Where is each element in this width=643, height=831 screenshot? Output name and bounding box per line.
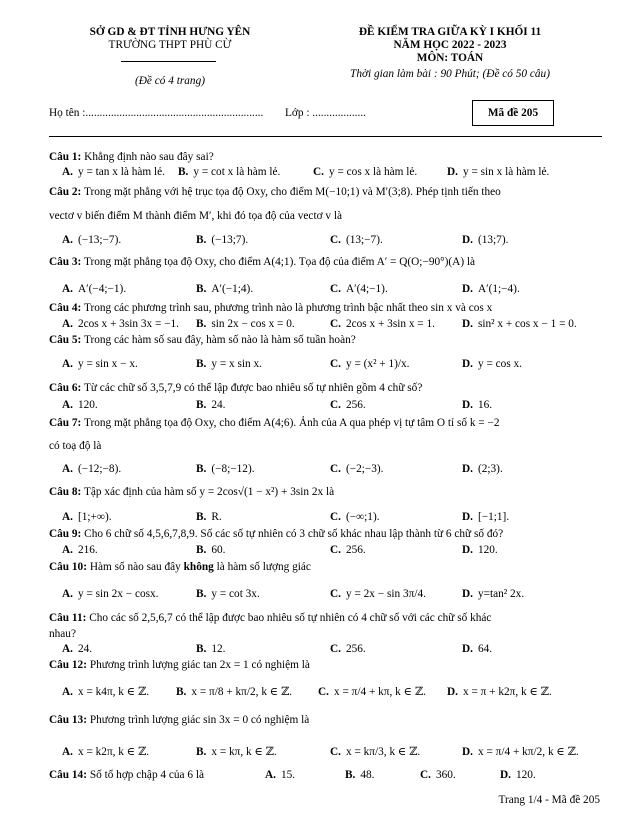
option-letter: D.	[447, 166, 458, 178]
question-label: Câu 13:	[49, 714, 87, 726]
option-letter: C.	[330, 588, 341, 600]
option-letter: B.	[196, 588, 207, 600]
class-label: Lớp : ...................	[285, 107, 366, 119]
question-7	[49, 417, 500, 429]
question-text: Hàm số nào sau đây	[89, 561, 184, 573]
option-letter: B.	[196, 358, 207, 370]
question-12	[49, 659, 310, 671]
option-letter: D.	[500, 769, 511, 781]
option-text: [−1;1].	[477, 511, 510, 523]
option-text: y = cot x là hàm lẻ.	[193, 166, 281, 178]
option-b[interactable]	[345, 769, 374, 781]
option-letter: C.	[330, 283, 341, 295]
question-label: Câu 5:	[49, 334, 82, 346]
question-label: Câu 9:	[49, 528, 82, 540]
option-text: 12.	[211, 643, 226, 655]
option-d[interactable]	[462, 588, 524, 600]
option-text: 120.	[477, 544, 498, 556]
option-c[interactable]	[330, 643, 366, 655]
question-7-line2: có toạ độ là	[49, 440, 102, 452]
option-text: (−13;−7).	[77, 234, 122, 246]
option-text: sin² x + cos x − 1 = 0.	[477, 318, 577, 330]
question-5	[49, 334, 356, 346]
option-c[interactable]	[330, 511, 380, 523]
question-text: Từ các chữ số 3,5,7,9 có thể lập được bao nhiêu số tự nhiên gồm 4 chữ số?	[83, 382, 423, 394]
option-d[interactable]	[462, 399, 492, 411]
option-c[interactable]	[330, 318, 435, 330]
option-text: A′(1;−4).	[477, 283, 520, 295]
option-letter: B.	[196, 511, 207, 523]
option-b[interactable]	[196, 511, 222, 523]
option-text: x = kπ/3, k ∈ ℤ.	[345, 746, 421, 758]
option-a[interactable]	[62, 463, 121, 475]
option-b[interactable]	[176, 685, 292, 698]
option-letter: B.	[345, 769, 356, 781]
option-letter: A.	[62, 318, 73, 330]
option-a[interactable]	[62, 318, 179, 330]
option-letter: A.	[62, 463, 73, 475]
question-text-emphasis: không	[183, 561, 214, 573]
option-a[interactable]	[62, 283, 126, 295]
option-text: [1;+∞).	[77, 511, 112, 523]
question-text: Trong các hàm số sau đây, hàm số nào là hàm số tuần hoàn?	[83, 334, 356, 346]
option-c[interactable]	[330, 399, 366, 411]
option-text: x = π/4 + kπ/2, k ∈ ℤ.	[477, 746, 579, 758]
option-text: y = 2x − sin 3π/4.	[345, 588, 426, 600]
question-4	[49, 302, 492, 314]
option-text: 2cos x + 3sin 3x = −1.	[77, 318, 179, 330]
question-text: Số tổ hợp chập 4 của 6 là	[89, 769, 205, 781]
option-a[interactable]	[62, 399, 98, 411]
question-13	[49, 714, 309, 726]
option-text: 48.	[360, 769, 375, 781]
option-text: x = k2π, k ∈ ℤ.	[77, 746, 150, 758]
question-text: Phương trình lượng giác tan 2x = 1 có nghiệm là	[89, 659, 310, 671]
option-letter: A.	[62, 358, 73, 370]
option-b[interactable]	[196, 318, 295, 330]
option-c[interactable]	[420, 769, 456, 781]
option-letter: C.	[318, 686, 329, 698]
option-text: x = kπ, k ∈ ℤ.	[211, 746, 277, 758]
option-letter: A.	[62, 166, 73, 178]
option-text: 24.	[211, 399, 226, 411]
option-text: x = π/8 + kπ/2, k ∈ ℤ.	[191, 686, 293, 698]
option-letter: A.	[62, 544, 73, 556]
option-text: 120.	[77, 399, 98, 411]
option-text: 24.	[77, 643, 93, 655]
question-label: Câu 8:	[49, 486, 82, 498]
option-letter: D.	[462, 746, 473, 758]
option-text: R.	[211, 511, 222, 523]
option-b[interactable]	[178, 166, 280, 178]
option-text: x = π/4 + kπ, k ∈ ℤ.	[333, 686, 426, 698]
option-letter: C.	[330, 318, 341, 330]
question-text: Cho 6 chữ số 4,5,6,7,8,9. Số các số tự nhiên có 3 chữ số khác nhau lập thành từ 6 chữ số đó?	[84, 528, 504, 540]
option-letter: A.	[62, 399, 73, 411]
option-letter: B.	[196, 544, 207, 556]
option-text: y = (x² + 1)/x.	[345, 358, 410, 370]
question-text: Cho các số 2,5,6,7 có thể lập được bao nhiêu số tự nhiên có 4 chữ số với các chữ số khác	[89, 612, 492, 624]
question-text: Trong mặt phẳng với hệ trục tọa độ Oxy, cho điểm M(−10;1) và M′(3;8). Phép tịnh tiến theo	[83, 186, 501, 198]
option-letter: D.	[462, 463, 473, 475]
option-text: 64.	[477, 643, 493, 655]
option-letter: D.	[462, 318, 473, 330]
question-6	[49, 382, 422, 394]
option-letter: A.	[62, 588, 73, 600]
option-letter: C.	[330, 463, 341, 475]
option-text: (−2;−3).	[345, 463, 384, 475]
page-count-note: (Đề có 4 trang)	[135, 75, 205, 87]
option-text: 15.	[280, 769, 296, 781]
option-a[interactable]	[62, 511, 112, 523]
option-text: y=tan² 2x.	[477, 588, 525, 600]
question-text: Trong các phương trình sau, phương trình nào là phương trình bậc nhất theo sin x và cos x	[83, 302, 493, 314]
subject: MÔN: TOÁN	[416, 52, 484, 64]
question-3	[49, 256, 475, 268]
school-year: NĂM HỌC 2022 - 2023	[393, 39, 507, 51]
question-9	[49, 528, 503, 540]
option-d[interactable]	[462, 234, 508, 246]
exam-title: ĐỀ KIỂM TRA GIỮA KỲ I KHỐI 11	[358, 26, 542, 38]
option-d[interactable]	[462, 511, 509, 523]
option-b[interactable]	[196, 643, 225, 655]
question-2	[49, 186, 501, 198]
question-8	[49, 486, 334, 498]
option-text: 2cos x + 3sin x = 1.	[345, 318, 435, 330]
option-letter: B.	[196, 283, 207, 295]
department-name: SỞ GD & ĐT TỈNH HƯNG YÊN	[89, 26, 251, 38]
option-a[interactable]	[62, 588, 159, 600]
option-d[interactable]	[462, 463, 503, 475]
option-b[interactable]	[196, 544, 225, 556]
option-letter: B.	[196, 318, 207, 330]
option-text: (−13;7).	[211, 234, 249, 246]
option-letter: C.	[330, 643, 341, 655]
header-divider-left	[121, 61, 216, 62]
question-label: Câu 6:	[49, 382, 82, 394]
option-a[interactable]	[62, 358, 138, 370]
option-d[interactable]	[500, 769, 536, 781]
option-letter: A.	[265, 769, 276, 781]
option-text: A′(−4;−1).	[77, 283, 127, 295]
option-letter: D.	[462, 399, 473, 411]
option-letter: B.	[196, 746, 207, 758]
option-d[interactable]	[447, 166, 549, 178]
option-letter: D.	[447, 686, 458, 698]
question-10	[49, 561, 311, 573]
option-text: y = cot 3x.	[211, 588, 260, 600]
option-b[interactable]	[196, 588, 260, 600]
option-letter: B.	[196, 234, 207, 246]
option-letter: C.	[313, 166, 324, 178]
option-a[interactable]	[62, 234, 121, 246]
option-text: A′(4;−1).	[345, 283, 388, 295]
option-letter: C.	[330, 746, 341, 758]
option-letter: C.	[330, 399, 341, 411]
option-letter: A.	[62, 283, 73, 295]
option-letter: B.	[196, 463, 207, 475]
option-d[interactable]	[462, 745, 579, 758]
option-letter: D.	[462, 511, 473, 523]
option-a[interactable]	[62, 166, 165, 178]
question-text: Khẳng định nào sau đây sai?	[84, 151, 214, 163]
school-name: TRƯỜNG THPT PHÙ CỪ	[108, 39, 232, 51]
option-d[interactable]	[462, 283, 520, 295]
question-text: Tập xác định của hàm số y = 2cos√(1 − x²) + 3sin 2x là	[83, 486, 335, 498]
option-d[interactable]	[462, 318, 577, 330]
option-b[interactable]	[196, 399, 225, 411]
question-1	[49, 151, 214, 163]
option-b[interactable]	[196, 358, 262, 370]
option-letter: C.	[330, 234, 341, 246]
option-c[interactable]	[330, 463, 384, 475]
question-text: Trong mặt phẳng tọa độ Oxy, cho điểm A(4;6). Ảnh của A qua phép vị tự tâm O tỉ số k = −2	[83, 417, 500, 429]
student-info-divider	[49, 136, 602, 137]
option-letter: D.	[462, 588, 473, 600]
option-c[interactable]	[330, 283, 388, 295]
question-text: Trong mặt phẳng tọa độ Oxy, cho điểm A(4;1). Tọa độ của điểm A′ = Q(O;−90°)(A) là	[83, 256, 476, 268]
option-a[interactable]	[265, 769, 295, 781]
question-11-line2: nhau?	[49, 628, 76, 640]
option-d[interactable]	[462, 358, 522, 370]
option-letter: D.	[462, 283, 473, 295]
question-label: Câu 11:	[49, 612, 87, 624]
option-text: x = π + k2π, k ∈ ℤ.	[462, 686, 552, 698]
option-letter: B.	[196, 643, 207, 655]
option-text: y = sin 2x − cosx.	[77, 588, 159, 600]
option-letter: D.	[462, 234, 473, 246]
option-letter: B.	[178, 166, 189, 178]
option-d[interactable]	[447, 685, 552, 698]
student-name-label: Họ tên :...............................................................	[49, 107, 264, 119]
option-d[interactable]	[462, 544, 498, 556]
option-text: y = cos x.	[477, 358, 523, 370]
question-11	[49, 612, 491, 624]
option-letter: A.	[62, 746, 73, 758]
option-b[interactable]	[196, 283, 253, 295]
question-label: Câu 1:	[49, 151, 82, 163]
question-label: Câu 14:	[49, 769, 87, 781]
question-label: Câu 2:	[49, 186, 82, 198]
question-label: Câu 7:	[49, 417, 82, 429]
option-letter: A.	[62, 511, 73, 523]
option-letter: A.	[62, 234, 73, 246]
question-label: Câu 12:	[49, 659, 87, 671]
option-c[interactable]	[330, 544, 366, 556]
option-letter: C.	[330, 358, 341, 370]
option-text: (−∞;1).	[345, 511, 380, 523]
question-label: Câu 10:	[49, 561, 87, 573]
option-text: 256.	[345, 544, 366, 556]
option-text: y = cos x là hàm lẻ.	[328, 166, 418, 178]
option-a[interactable]	[62, 643, 92, 655]
option-letter: C.	[330, 544, 341, 556]
option-c[interactable]	[330, 588, 426, 600]
option-letter: D.	[462, 544, 473, 556]
option-c[interactable]	[330, 745, 420, 758]
option-text: (13;7).	[477, 234, 509, 246]
option-b[interactable]	[196, 234, 248, 246]
option-b[interactable]	[196, 745, 277, 758]
option-text: 360.	[435, 769, 456, 781]
question-text-end: là hàm số lượng giác	[213, 561, 311, 573]
question-label: Câu 3:	[49, 256, 82, 268]
option-text: 256.	[345, 643, 366, 655]
option-letter: B.	[196, 399, 207, 411]
option-a[interactable]	[62, 544, 98, 556]
option-text: (2;3).	[477, 463, 503, 475]
option-text: (−8;−12).	[211, 463, 255, 475]
option-letter: D.	[462, 643, 473, 655]
option-letter: B.	[176, 686, 187, 698]
option-text: A′(−1;4).	[211, 283, 254, 295]
option-text: y = tan x là hàm lẻ.	[77, 166, 165, 178]
question-text: Phương trình lượng giác sin 3x = 0 có nghiệm là	[89, 714, 310, 726]
option-c[interactable]	[318, 685, 426, 698]
option-text: x = k4π, k ∈ ℤ.	[77, 686, 150, 698]
option-b[interactable]	[196, 463, 255, 475]
option-text: sin 2x − cos x = 0.	[211, 318, 295, 330]
option-c[interactable]	[313, 166, 417, 178]
option-letter: A.	[62, 686, 73, 698]
option-c[interactable]	[330, 358, 410, 370]
question-14	[49, 769, 204, 781]
option-text: y = sin x là hàm lẻ.	[462, 166, 550, 178]
option-text: 60.	[211, 544, 226, 556]
option-a[interactable]	[62, 745, 149, 758]
exam-code-box: Mã đề 205	[472, 100, 554, 126]
option-text: (13;−7).	[345, 234, 383, 246]
option-d[interactable]	[462, 643, 492, 655]
option-letter: C.	[420, 769, 431, 781]
page-footer: Trang 1/4 - Mã đề 205	[498, 794, 600, 806]
time-note: Thời gian làm bài : 90 Phút; (Đề có 50 câu)	[350, 68, 550, 80]
option-letter: C.	[330, 511, 341, 523]
option-text: 120.	[515, 769, 536, 781]
option-text: 16.	[477, 399, 493, 411]
option-text: 216.	[77, 544, 98, 556]
question-label: Câu 4:	[49, 302, 82, 314]
option-text: (−12;−8).	[77, 463, 122, 475]
option-letter: A.	[62, 643, 73, 655]
option-c[interactable]	[330, 234, 383, 246]
option-text: y = x sin x.	[211, 358, 262, 370]
option-text: 256.	[345, 399, 366, 411]
option-letter: D.	[462, 358, 473, 370]
option-text: y = sin x − x.	[77, 358, 138, 370]
question-2-line2: vectơ v biến điểm M thành điểm M′, khi đó tọa độ của vectơ v là	[49, 210, 343, 222]
option-a[interactable]	[62, 685, 149, 698]
